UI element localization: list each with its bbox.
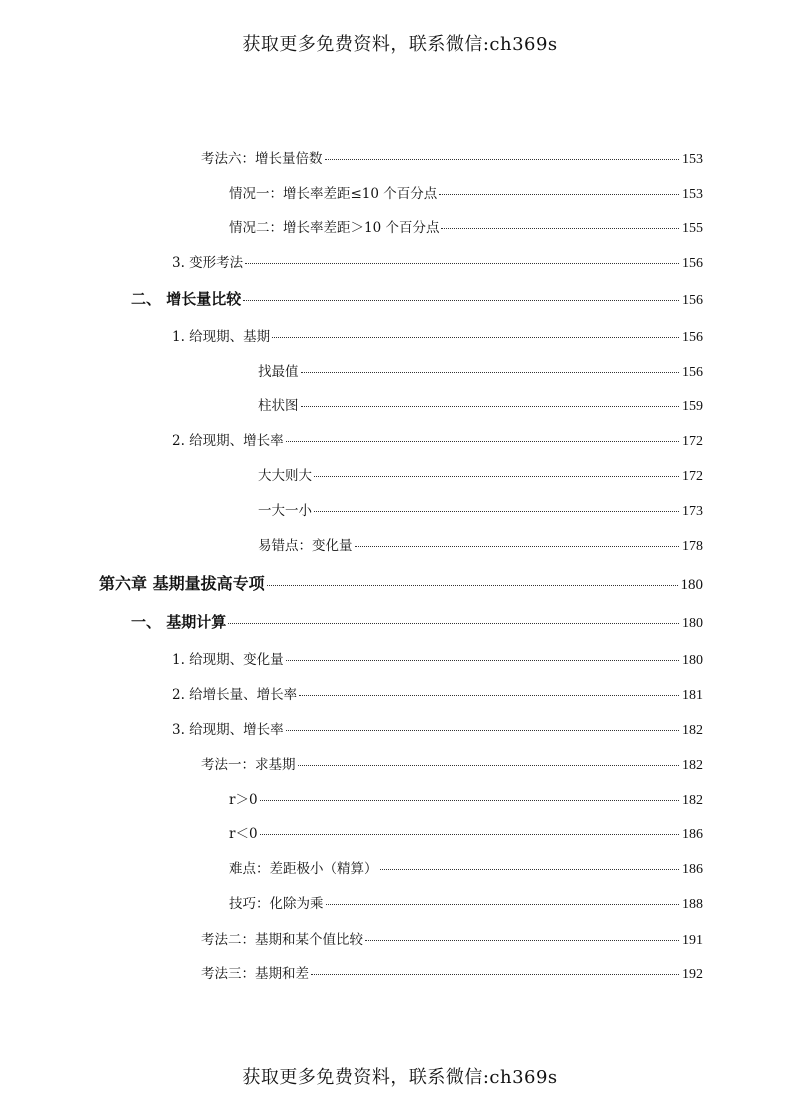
toc-entry-title: 二、 增长量比较	[131, 290, 242, 308]
toc-entry-current-change[interactable]	[172, 648, 703, 670]
dot-leader	[260, 833, 679, 835]
toc-entry-title: 找最值	[258, 364, 299, 380]
toc-entry-title: 一、 基期计算	[131, 613, 227, 631]
dot-leader	[299, 694, 679, 696]
toc-entry-title: 技巧：化除为乘	[229, 896, 324, 912]
toc-entry-title: 3. 给现期、增长率	[172, 722, 284, 738]
dot-leader	[272, 336, 679, 338]
toc-entry-r-positive[interactable]	[229, 788, 703, 810]
toc-entry-title: 考法一：求基期	[201, 757, 296, 773]
toc-entry-title: 考法六：增长量倍数	[201, 151, 323, 167]
toc-entry-pitfall-change[interactable]	[258, 534, 703, 556]
toc-entry-page: 153	[682, 152, 703, 167]
toc-entry-title: 考法二：基期和某个值比较	[201, 932, 363, 948]
toc-entry-page: 172	[682, 469, 703, 484]
dot-leader	[314, 475, 679, 477]
toc-entry-title: r＜0	[229, 826, 258, 842]
toc-entry-one-big-one-small[interactable]	[258, 499, 703, 521]
toc-entry-current-growth-rate[interactable]	[172, 718, 703, 740]
dot-leader	[243, 299, 679, 301]
toc-entry-title: 情况二：增长率差距＞10 个百分点	[229, 220, 440, 236]
dot-leader	[441, 227, 679, 229]
dot-leader	[298, 764, 680, 766]
toc-entry-page: 192	[682, 967, 703, 982]
toc-entry-page: 153	[682, 187, 703, 202]
toc-entry-page: 156	[682, 365, 703, 380]
toc-entry-section-growth-compare[interactable]	[131, 288, 703, 310]
toc-entry-variant-method[interactable]	[172, 251, 703, 273]
dot-leader	[355, 545, 680, 547]
toc-entry-page: 182	[682, 793, 703, 808]
toc-entry-title: 难点：差距极小（精算）	[229, 861, 378, 877]
dot-leader	[314, 510, 679, 512]
dot-leader	[326, 903, 680, 905]
toc-entry-technique[interactable]	[229, 892, 703, 914]
toc-entry-big-big[interactable]	[258, 464, 703, 486]
toc-entry-chapter-6[interactable]	[99, 571, 703, 593]
toc-entry-section-base-calc[interactable]	[131, 611, 703, 633]
toc-entry-growth-rate[interactable]	[172, 683, 703, 705]
toc-entry-title: 1. 给现期、变化量	[172, 652, 284, 668]
toc-entry-title: 大大则大	[258, 468, 312, 484]
toc-entry-title: 一大一小	[258, 503, 312, 519]
toc-entry-page: 191	[682, 933, 703, 948]
toc-entry-page: 182	[682, 758, 703, 773]
toc-entry-title: r＞0	[229, 792, 258, 808]
toc-entry-page: 172	[682, 434, 703, 449]
dot-leader	[325, 158, 680, 160]
toc-entry-page: 180	[682, 653, 703, 668]
watermark-top: 获取更多免费资料，联系微信:ch369s	[242, 34, 558, 55]
toc-entry-page: 155	[682, 221, 703, 236]
toc-entry-page: 173	[682, 504, 703, 519]
toc-entry-page: 180	[680, 577, 703, 593]
toc-entry-title: 1. 给现期、基期	[172, 329, 271, 345]
toc-entry-page: 180	[682, 616, 703, 631]
toc-entry-title: 易错点：变化量	[258, 538, 353, 554]
toc-entry-title: 2. 给现期、增长率	[172, 433, 284, 449]
toc-entry-page: 156	[682, 256, 703, 271]
toc-entry-page: 186	[682, 862, 703, 877]
dot-leader	[245, 262, 679, 264]
toc-entry-page: 182	[682, 723, 703, 738]
toc-entry-title: 考法三：基期和差	[201, 966, 309, 982]
dot-leader	[301, 371, 680, 373]
toc-entry-current-base[interactable]	[172, 325, 703, 347]
toc-entry-method-3[interactable]	[201, 962, 703, 984]
watermark-bottom: 获取更多免费资料，联系微信:ch369s	[242, 1067, 558, 1088]
toc-entry-page: 181	[682, 688, 703, 703]
toc-entry-title: 情况一：增长率差距≤10 个百分点	[229, 186, 438, 202]
dot-leader	[311, 973, 679, 975]
toc-entry-page: 159	[682, 399, 703, 414]
toc-entry-title: 3. 变形考法	[172, 255, 244, 271]
toc-entry-case-1[interactable]	[229, 182, 703, 204]
toc-entry-title: 柱状图	[258, 398, 299, 414]
dot-leader	[286, 440, 679, 442]
toc-entry-title: 2. 给增长量、增长率	[172, 687, 298, 703]
toc-entry-difficulty[interactable]	[229, 857, 703, 879]
toc-entry-method-2[interactable]	[201, 928, 703, 950]
dot-leader	[301, 405, 680, 407]
toc-entry-title: 第六章 基期量拔高专项	[99, 574, 265, 593]
toc-entry-current-rate[interactable]	[172, 429, 703, 451]
dot-leader	[286, 729, 679, 731]
toc-entry-find-extreme[interactable]	[258, 360, 703, 382]
dot-leader	[365, 939, 679, 941]
toc-entry-page: 156	[682, 293, 703, 308]
toc-entry-r-negative[interactable]	[229, 822, 703, 844]
dot-leader	[286, 659, 679, 661]
dot-leader	[380, 868, 680, 870]
toc-entry-bar-chart[interactable]	[258, 394, 703, 416]
toc-entry-method-1[interactable]	[201, 753, 703, 775]
toc-entry-page: 188	[682, 897, 703, 912]
dot-leader	[228, 622, 679, 624]
dot-leader	[267, 584, 678, 586]
toc-entry-page: 178	[682, 539, 703, 554]
toc-entry-method-6[interactable]	[201, 147, 703, 169]
dot-leader	[260, 799, 679, 801]
toc-entry-page: 186	[682, 827, 703, 842]
toc-entry-case-2[interactable]	[229, 216, 703, 238]
toc-entry-page: 156	[682, 330, 703, 345]
dot-leader	[439, 193, 679, 195]
